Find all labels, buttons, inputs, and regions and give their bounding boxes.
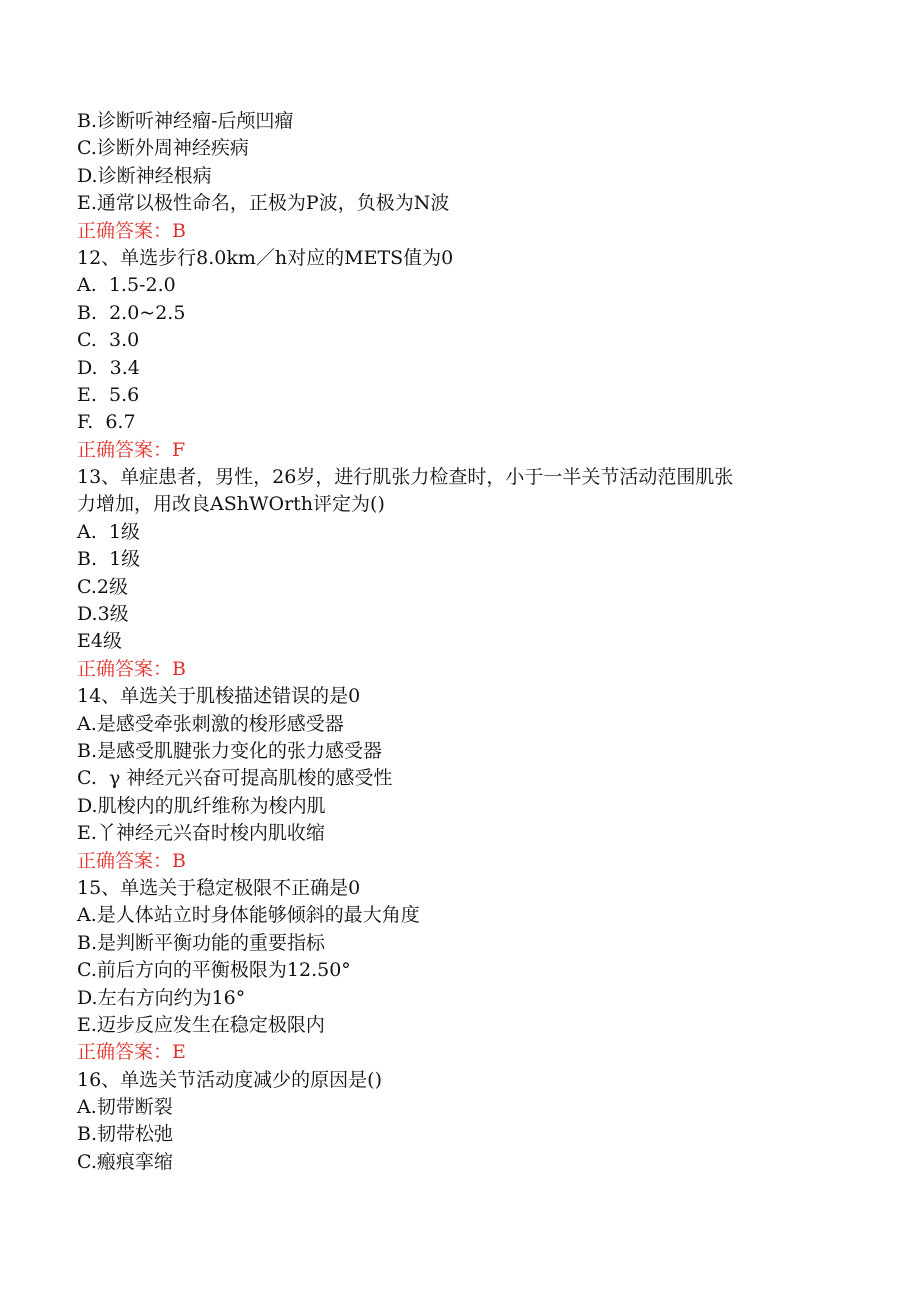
answer-line: 正确答案：F [77, 438, 186, 461]
option-line: A. 1.5-2.0 [77, 274, 176, 297]
option-line: C. γ 神经元兴奋可提高肌梭的感受性 [77, 767, 393, 790]
option-line: C.2级 [77, 575, 128, 598]
answer-line: 正确答案：B [77, 219, 186, 242]
option-line: D. 3.4 [77, 356, 140, 379]
option-line: C. 3.0 [77, 329, 140, 352]
option-line: C.前后方向的平衡极限为12.50° [77, 959, 351, 982]
option-line: D.肌梭内的肌纤维称为梭内肌 [77, 794, 326, 817]
option-line: D.诊断神经根病 [77, 164, 212, 187]
question-line: 16、单选关节活动度减少的原因是() [77, 1068, 383, 1091]
option-line: F. 6.7 [77, 411, 136, 434]
option-line: A.韧带断裂 [77, 1096, 173, 1119]
option-line: A. 1级 [77, 520, 140, 543]
option-line: D.左右方向约为16° [77, 986, 246, 1009]
option-line: E.通常以极性命名，正极为P波，负极为N波 [77, 192, 450, 215]
answer-line: 正确答案：B [77, 657, 186, 680]
option-line: E.丫神经元兴奋时梭内肌收缩 [77, 822, 325, 845]
question-line: 14、单选关于肌梭描述错误的是0 [77, 685, 361, 708]
question-line: 13、单症患者，男性，26岁，进行肌张力检查时，小于一半关节活动范围肌张 [77, 466, 734, 489]
option-line: B.韧带松弛 [77, 1123, 174, 1146]
option-line: E. 5.6 [77, 383, 140, 406]
question-line: 12、单选步行8.0km／h对应的METS值为0 [77, 246, 454, 269]
option-line: D.3级 [77, 603, 129, 626]
option-line: B. 1级 [77, 548, 141, 571]
question-line: 15、单选关于稳定极限不正确是0 [77, 876, 361, 899]
option-line: A.是人体站立时身体能够倾斜的最大角度 [77, 904, 420, 927]
option-line: B.是感受肌腱张力变化的张力感受器 [77, 739, 383, 762]
option-line: E.迈步反应发生在稳定极限内 [77, 1013, 325, 1036]
answer-line: 正确答案：B [77, 849, 186, 872]
exam-document [77, 108, 837, 1176]
option-line: B. 2.0~2.5 [77, 301, 186, 324]
question-line: 力增加，用改良AShWOrth评定为() [77, 493, 385, 516]
option-line: C.诊断外周神经疾病 [77, 137, 249, 160]
answer-line: 正确答案：E [77, 1041, 186, 1064]
option-line: C.瘢痕挛缩 [77, 1150, 173, 1173]
option-line: E4级 [77, 630, 122, 653]
option-line: A.是感受牵张刺激的梭形感受器 [77, 712, 344, 735]
option-line: B.是判断平衡功能的重要指标 [77, 931, 326, 954]
option-line: B.诊断听神经瘤-后颅凹瘤 [77, 110, 294, 132]
